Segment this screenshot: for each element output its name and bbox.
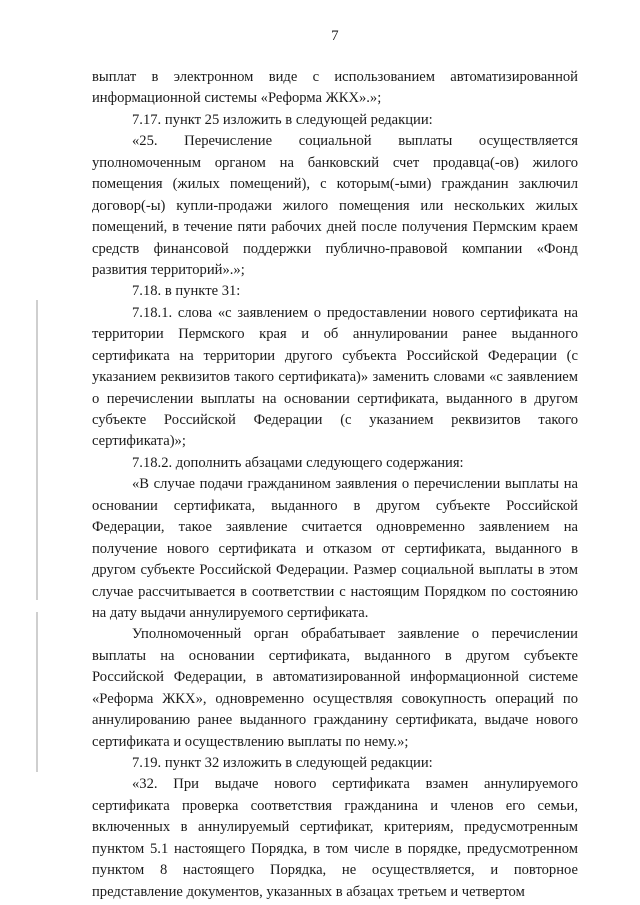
clause-7-17-heading: 7.17. пункт 25 изложить в следующей редакции: [132,111,433,128]
clause-32-quote: «32. При выдаче нового сертификата взамен аннулируемого сертификата проверка соответствия гражданина и членов его семьи, включенных в аннулируемый сертификат, критериям, предусмотренным пунктом 5.1 настоящего Порядка, в том числе в порядке, предусмотренном пунктом 8 настоящего Порядка, не осуществляется, и повторное представление документов, указанных в абзацах третьем и четвертом [92,776,578,900]
clause-7-18-heading: 7.18. в пункте 31: [132,283,241,300]
clause-7-18-1: 7.18.1. слова «с заявлением о предоставлении нового сертификата на территории Пермского края и об аннулировании ранее выданного сертификата на территории другого субъекта Российской Федерации (с указанием реквизитов такого сертификата)» заменить словами «с заявлением о перечислении выплаты на основании сертификата, выданного в другом субъекте Российской Федерации (с указанием реквизитов такого сертификата)»; [92,304,578,450]
binding-mark-upper [36,300,38,600]
paragraph-continuation: выплат в электронном виде с использованием автоматизированной информационной системы «Реформа ЖКХ».»; [92,69,578,107]
page-number: 7 [331,28,339,44]
clause-7-18-2-addition-second: Уполномоченный орган обрабатывает заявление о перечислении выплаты на основании сертификата, выданного в другом субъекте Российской Федерации, в автоматизированной информационной системе «Реформа ЖКХ», одновременно осуществляя совокупность операций по аннулированию ранее выданного гражданину сертификата, выдаче нового сертификата и осуществлению выплаты по нему.»; [92,626,578,750]
binding-mark-lower [36,612,38,772]
clause-7-18-2: 7.18.2. дополнить абзацами следующего содержания: [132,454,464,471]
clause-7-18-2-addition-first: «В случае подачи гражданином заявления о перечислении выплаты на основании сертификата, выданного в другом субъекте Российской Федерации, такое заявление считается одновременно заявлением на получение нового сертификата и отказом от сертификата, выданного в другом субъекте Российской Федерации. Размер социальной выплаты в этом случае рассчитывается в соответствии с настоящим Порядком по состоянию на дату выдачи аннулируемого сертификата. [92,476,578,621]
clause-25-quote: «25. Перечисление социальной выплаты осуществляется уполномоченным органом на банковский счет продавца(-ов) жилого помещения (жилых помещений), с которым(-ыми) гражданин заключил договор(-ы) купли-продажи жилого помещения или нескольких жилых помещений, в течение пяти рабочих дней после получения Пермским краем средств финансовой поддержки публично-правовой компании «Фонд развития территорий».»; [92,133,578,278]
document-text-body [92,67,578,903]
clause-7-19-heading: 7.19. пункт 32 изложить в следующей редакции: [132,755,433,771]
